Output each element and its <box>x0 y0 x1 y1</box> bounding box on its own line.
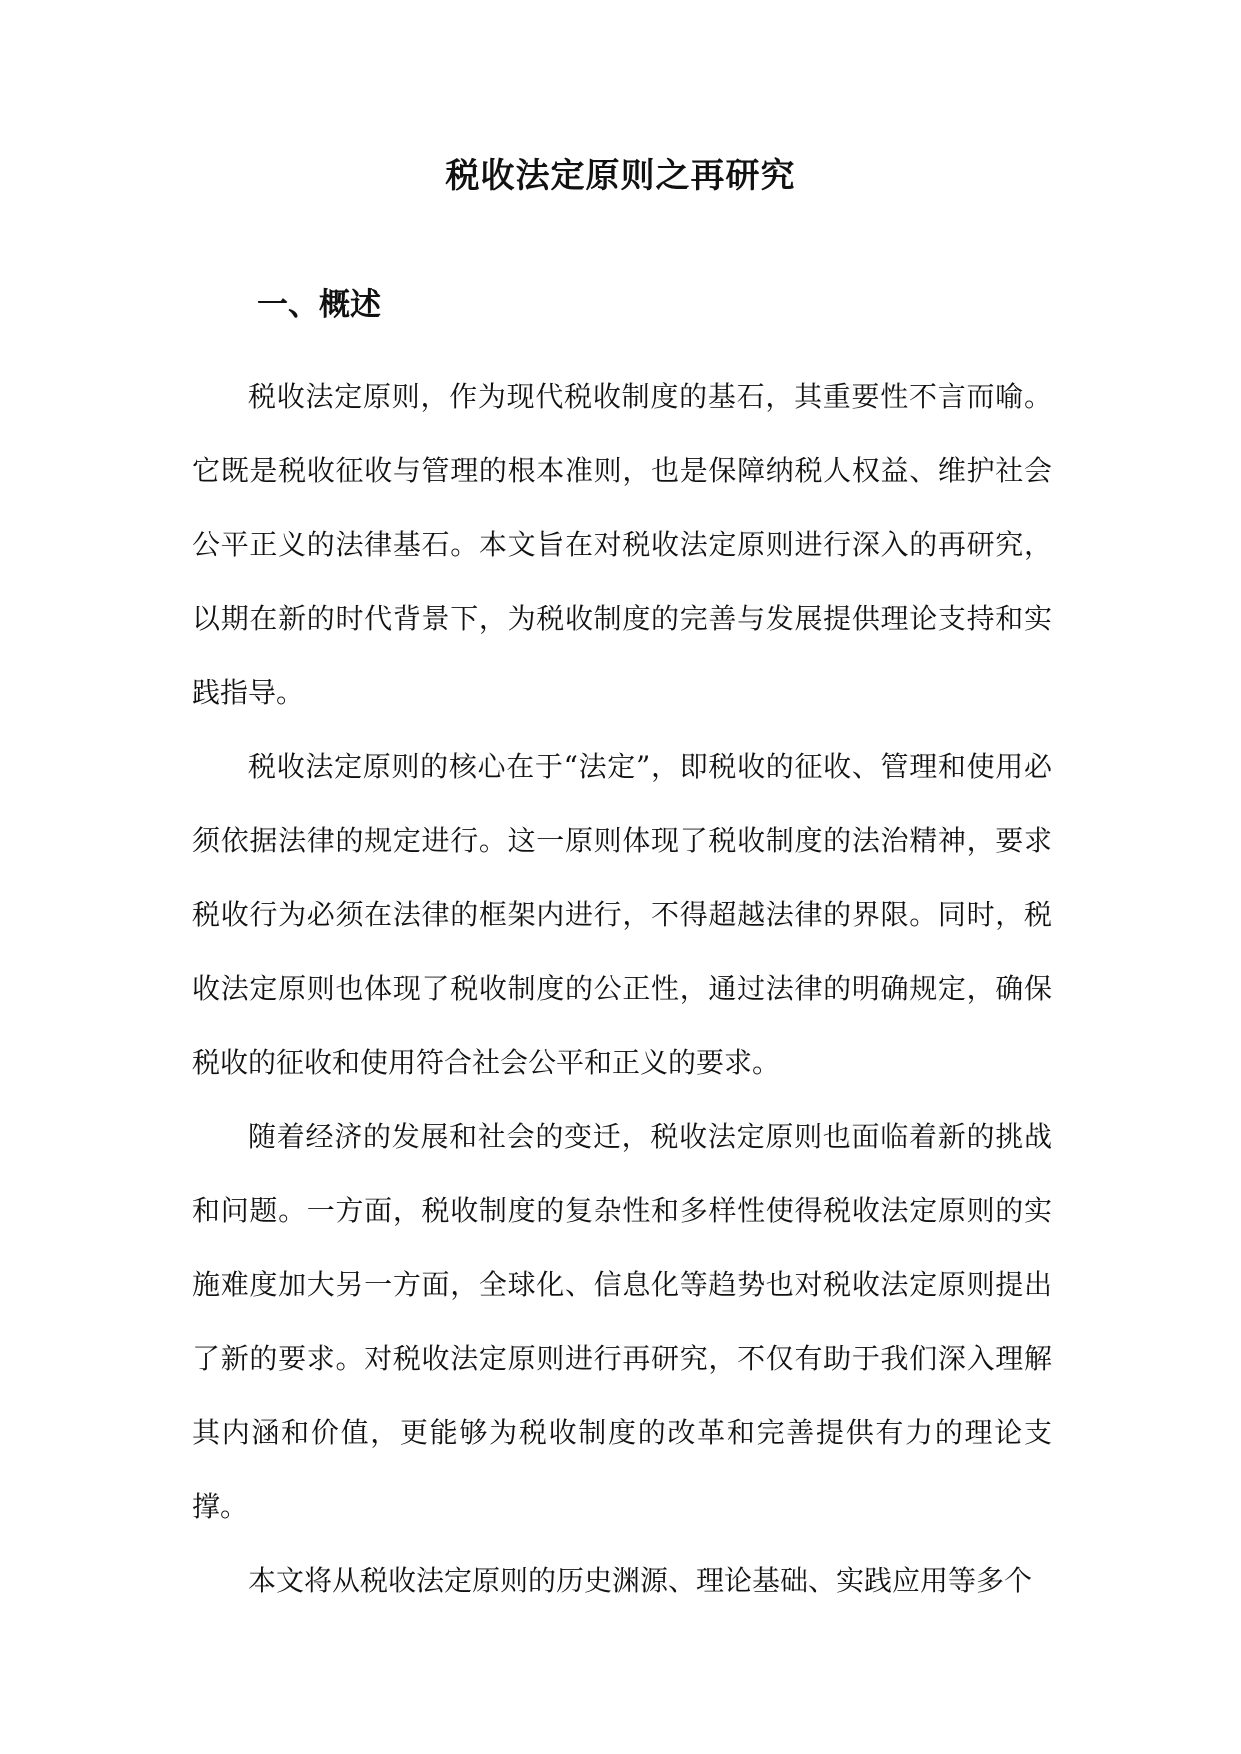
section-heading: 一、概述 <box>257 287 381 323</box>
paragraph-2: 税收法定原则的核心在于“法定”，即税收的征收、管理和使用必须依据法律的规定进行。这一原则体现了税收制度的法治精神，要求税收行为必须在法律的框架内进行，不得超越法律的界限。同时，税收法定原则也体现了税收制度的公正性，通过法律的明确规定，确保税收的征收和使用符合社会公平和正义的要求。 <box>192 750 1052 1079</box>
paragraph-3: 随着经济的发展和社会的变迁，税收法定原则也面临着新的挑战和问题。一方面，税收制度的复杂性和多样性使得税收法定原则的实施难度加大另一方面，全球化、信息化等趋势也对税收法定原则提出了新的要求。对税收法定原则进行再研究，不仅有助于我们深入理解其内涵和价值，更能够为税收制度的改革和完善提供有力的理论支撑。 <box>192 1120 1052 1523</box>
paragraph-1: 税收法定原则，作为现代税收制度的基石，其重要性不言而喻。它既是税收征收与管理的根本准则，也是保障纳税人权益、维护社会公平正义的法律基石。本文旨在对税收法定原则进行深入的再研究，以期在新的时代背景下，为税收制度的完善与发展提供理论支持和实践指导。 <box>192 380 1052 709</box>
body-text <box>192 360 1052 1618</box>
document-title: 税收法定原则之再研究 <box>445 156 796 196</box>
paragraph-4: 本文将从税收法定原则的历史渊源、理论基础、实践应用等多个 <box>248 1564 1033 1597</box>
